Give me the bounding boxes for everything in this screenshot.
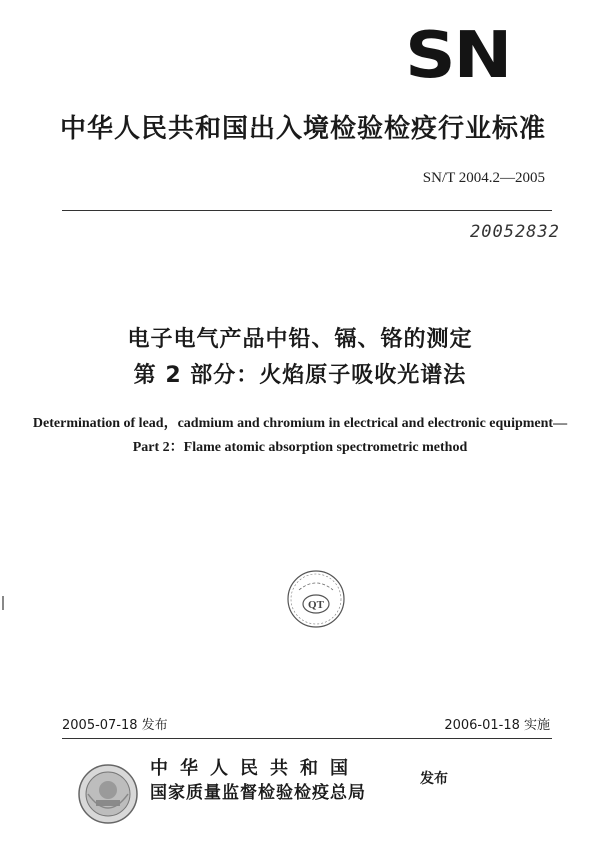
publish-date: 2005-07-18 发布 <box>62 718 168 733</box>
bottom-divider <box>62 738 552 739</box>
top-divider <box>62 210 552 211</box>
stamped-serial-number: 20052832 <box>470 222 560 242</box>
standard-number: SN/T 2004.2—2005 <box>422 170 545 186</box>
issuer-line-1: 中华人民共和国 <box>150 758 360 779</box>
title-english-line-1: Determination of lead，cadmium and chromium in electrical and electronic equipment— <box>32 416 568 431</box>
scan-edge-mark <box>2 596 4 610</box>
title-chinese-line-2: 第 2 部分：火焰原子吸收光谱法 <box>133 363 467 388</box>
issue-label: 发布 <box>420 771 448 787</box>
national-emblem-seal-icon <box>76 762 140 826</box>
qt-seal-icon <box>285 568 347 630</box>
org-title: 中华人民共和国出入境检验检疫行业标准 <box>60 114 547 144</box>
sn-logo: SN <box>405 19 511 93</box>
issuer-line-2: 国家质量监督检验检疫总局 <box>150 783 366 803</box>
implementation-date: 2006-01-18 实施 <box>444 718 550 733</box>
title-chinese-line-1: 电子电气产品中铅、镉、铬的测定 <box>127 327 473 352</box>
title-english-line-2: Part 2：Flame atomic absorption spectrometric method <box>132 440 468 455</box>
seal-center-text: QT <box>308 599 324 611</box>
